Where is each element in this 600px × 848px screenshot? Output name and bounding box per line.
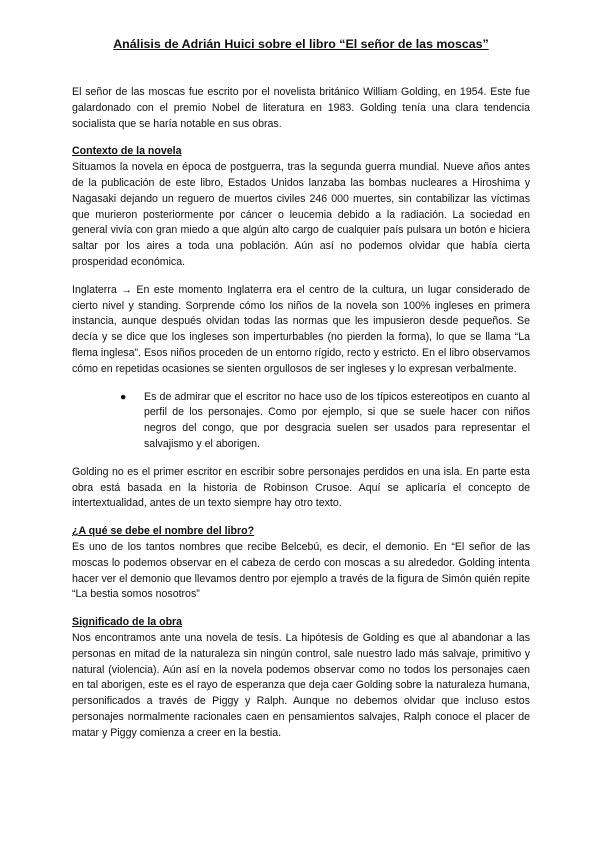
paragraph: Es uno de los tantos nombres que recibe Belcebú, es decir, el demonio. En “El señor de las moscas lo podemos observar en el cabeza de cerdo con moscas a su alrededor. Golding intenta hacer ver el demonio que llevamos dentro por ejemplo a través de la figura de Simón quién repite “La bestia somos nosotros” xyxy=(72,540,530,601)
paragraph: Situamos la novela en época de postguerra, tras la segunda guerra mundial. Nueve años antes de la publicación de este libro, Estados Unidos lanzaba las bombas nucleares a Hiroshima y Nagasaki dejando un reguero de muertos civiles 246 000 muertes, sin contabilizar las víctimas que murieron posteriormente por cáncer o leucemia debido a la radiación. La sociedad en general vivía con gran miedo a que algún alto cargo de cualquier país pulsara un botón e hiciera saltar por los aires a toda una población. Aún así no podemos olvidar que había cierta prosperidad económica. xyxy=(72,161,530,268)
section-heading: Contexto de la novela xyxy=(72,145,182,158)
section-context xyxy=(72,144,530,512)
section-heading: ¿A qué se debe el nombre del libro? xyxy=(72,525,255,538)
bullet-list xyxy=(72,390,530,453)
section-heading: Significado de la obra xyxy=(72,616,183,629)
paragraph: Inglaterra → En este momento Inglaterra era el centro de la cultura, un lugar considerado de cierto nivel y standing. Sorprende cómo los niños de la novela son 100% ingleses en primera instancia, aunque después olvidan todas las normas que les impusieron desde pequeños. Se decía y se dice que los ingleses son imperturbables (no pierden la forma), lo que se llama “La flema inglesa”. Esos niños proceden de un entorno rígido, recto y estricto. En el libro observamos cómo en repetidas ocasiones se sienten orgullosos de ser ingleses y lo expresan verbalmente. xyxy=(72,283,530,375)
list-item xyxy=(120,390,530,453)
page-title: Análisis de Adrián Huici sobre el libro “El señor de las moscas” xyxy=(113,37,489,51)
section-meaning xyxy=(72,615,530,741)
section-book-name xyxy=(72,524,530,603)
list-item-text: Es de admirar que el escritor no hace uso de los típicos estereotipos en cuanto al perfil de los personajes. Como por ejemplo, si que se suele hacer con niños negros del congo, que por desgracia suelen ser usados para representar el salvajismo y el aborigen. xyxy=(144,390,530,450)
bullet-icon: ● xyxy=(120,390,127,403)
paragraph: Golding no es el primer escritor en escribir sobre personajes perdidos en una isla. En parte esta obra está basada en la historia de Robinson Crusoe. Aquí se aplicaría el concepto de intertextualidad, antes de un texto siempre hay otro texto. xyxy=(72,465,530,510)
paragraph: Nos encontramos ante una novela de tesis. La hipótesis de Golding es que al abandonar a las personas en mitad de la naturaleza sin ningún control, sale nuestro lado más salvaje, primitivo y natural (violencia). Aún así en la novela podemos observar como no todos los personajes caen en tal aborigen, este es el rayo de esperanza que deja caer Golding sobre la naturaleza humana, personificados a través de Piggy y Ralph. Aunque no debemos olvidar que incluso estos personajes normalmente racionales caen en pensamientos salvajes, Ralph conoce el placer de matar y Piggy comienza a creer en la bestia. xyxy=(72,631,530,739)
intro-paragraph: El señor de las moscas fue escrito por el novelista británico William Golding, en 1954. Este fue galardonado con el premio Nobel de literatura en 1983. Golding tenía una clara tendencia socialista que se haría notable en sus obras. xyxy=(72,86,530,130)
